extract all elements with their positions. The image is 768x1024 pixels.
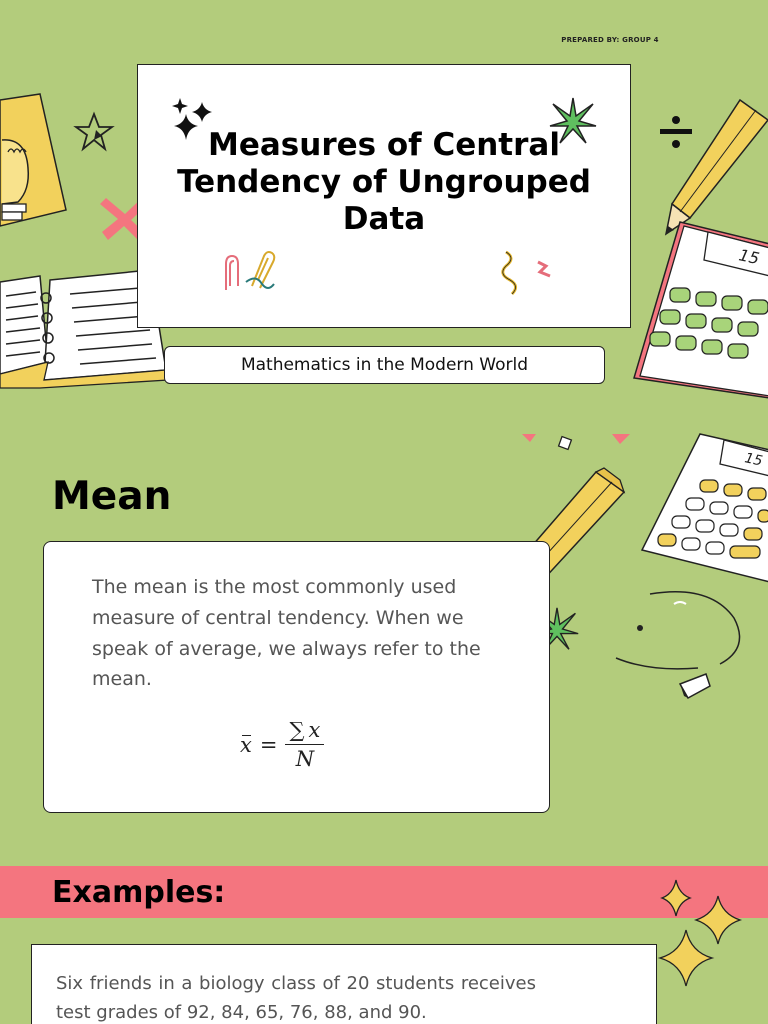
formula-sum-symbol: ∑ — [289, 718, 305, 742]
calculator-icon — [640, 432, 768, 582]
pencil-icon — [660, 96, 768, 236]
calculator-icon — [630, 218, 768, 398]
mean-description: The mean is the most commonly used measure of central tendency. When we speak of average, we always refer to the mean. — [92, 576, 481, 691]
example-problem-text: Six friends in a biology class of 20 students receives test grades of 92, 84, 65, 76, 88, and 90. — [56, 973, 536, 1023]
examples-banner — [0, 866, 768, 918]
page-title: Measures of Central Tendency of Ungrouped Data — [177, 127, 591, 238]
mean-formula — [240, 718, 324, 771]
svg-text:15: 15 — [743, 450, 764, 470]
formula-denominator: N — [295, 747, 315, 771]
paperclip-icon — [216, 246, 280, 294]
sparkle-icon — [172, 96, 216, 144]
examples-heading: Examples: — [52, 875, 226, 910]
mean-heading: Mean — [52, 474, 172, 519]
lightbulb-icon — [0, 90, 70, 240]
subtitle-pill: Mathematics in the Modern World — [164, 346, 605, 384]
formula-lhs: x — [240, 732, 252, 757]
prepared-by-label: PREPARED BY: GROUP 4 — [561, 36, 659, 44]
example-card — [31, 944, 657, 1024]
magnifier-icon — [610, 588, 750, 702]
squiggle-icon — [500, 248, 560, 298]
formula-equals: = — [259, 732, 278, 757]
sparkle-icon — [656, 878, 752, 988]
starburst-icon — [548, 96, 598, 146]
mean-definition-card — [43, 541, 550, 813]
calculator-display: 15 — [737, 245, 762, 269]
formula-numerator: x — [308, 718, 321, 742]
confetti-icon — [520, 432, 640, 456]
star-icon — [74, 112, 114, 152]
formula-fraction — [285, 718, 324, 771]
